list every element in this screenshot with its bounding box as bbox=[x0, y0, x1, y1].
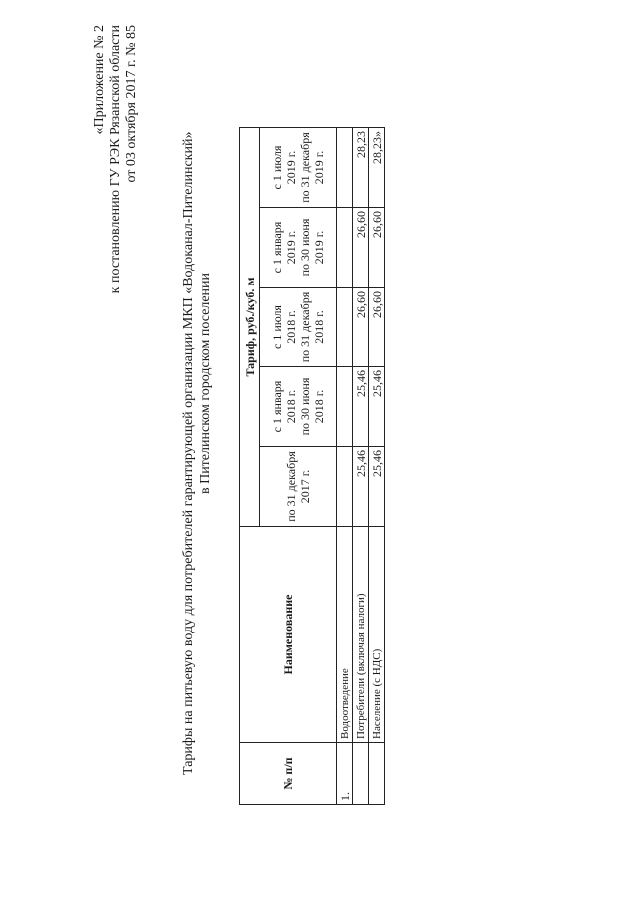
row-value: 26,60 bbox=[353, 208, 369, 288]
period-header bbox=[260, 208, 337, 288]
appendix-line: от 03 октября 2017 г. № 85 bbox=[124, 25, 139, 183]
table-header-row bbox=[240, 128, 260, 805]
appendix-line: «Приложение № 2 bbox=[92, 25, 107, 135]
table-row bbox=[353, 128, 369, 805]
period-line: с 1 июля bbox=[270, 145, 284, 190]
period-line: по 31 декабря bbox=[298, 291, 312, 363]
period-line: с 1 июля bbox=[270, 305, 284, 349]
appendix-line: к постановлению ГУ РЭК Рязанской области bbox=[108, 25, 123, 294]
period-header bbox=[260, 447, 337, 527]
row-value: 28,23 bbox=[353, 128, 369, 208]
row-value bbox=[337, 288, 353, 367]
period-line: 2018 г. bbox=[312, 310, 326, 344]
period-header bbox=[260, 288, 337, 367]
row-value: 25,46 bbox=[369, 367, 385, 447]
period-line: по 31 декабря bbox=[284, 451, 298, 522]
row-value bbox=[337, 447, 353, 527]
row-name: Население (с НДС) bbox=[369, 527, 385, 743]
row-number: 1. bbox=[337, 743, 353, 805]
period-line: 2019 г. bbox=[284, 150, 298, 185]
row-value: 26,60 bbox=[369, 288, 385, 367]
row-value: 28,23» bbox=[369, 128, 385, 208]
period-line: 2018 г. bbox=[312, 389, 326, 424]
row-value: 25,46 bbox=[369, 447, 385, 527]
period-header bbox=[260, 128, 337, 208]
row-value bbox=[337, 208, 353, 288]
period-line: 2018 г. bbox=[284, 310, 298, 344]
table-row bbox=[369, 128, 385, 805]
period-line: 2017 г. bbox=[298, 469, 312, 504]
period-line: по 30 июня bbox=[298, 218, 312, 277]
row-name: Водоотведение bbox=[337, 527, 353, 743]
row-number bbox=[369, 743, 385, 805]
row-value bbox=[337, 128, 353, 208]
period-line: 2019 г. bbox=[312, 230, 326, 265]
header-name: Наименование bbox=[240, 527, 337, 743]
period-line: с 1 января bbox=[270, 221, 284, 274]
document-title: Тарифы на питьевую воду для потребителей гарантирующей организации МКП «Водоканал-Пителинский» bbox=[181, 131, 196, 775]
subtitle-text: в Пителинском городском поселении bbox=[198, 272, 213, 495]
appendix-header bbox=[92, 25, 140, 345]
row-name: Потребители (включая налоги) bbox=[353, 527, 369, 743]
row-value: 25,46 bbox=[353, 447, 369, 527]
tariff-table bbox=[239, 127, 385, 805]
document-subtitle bbox=[198, 0, 214, 905]
row-value: 26,60 bbox=[353, 288, 369, 367]
period-line: по 31 декабря bbox=[298, 132, 312, 203]
period-line: по 30 июня bbox=[298, 377, 312, 436]
header-tariff-group: Тариф, руб./куб. м bbox=[240, 128, 260, 527]
period-line: 2019 г. bbox=[284, 230, 298, 265]
header-number: № п/п bbox=[240, 743, 337, 805]
row-number bbox=[353, 743, 369, 805]
period-line: 2018 г. bbox=[284, 389, 298, 424]
row-value bbox=[337, 367, 353, 447]
table-row bbox=[337, 128, 353, 805]
period-header bbox=[260, 367, 337, 447]
row-value: 25,46 bbox=[353, 367, 369, 447]
period-line: 2019 г. bbox=[312, 150, 326, 185]
row-value: 26,60 bbox=[369, 208, 385, 288]
period-line: с 1 января bbox=[270, 380, 284, 433]
